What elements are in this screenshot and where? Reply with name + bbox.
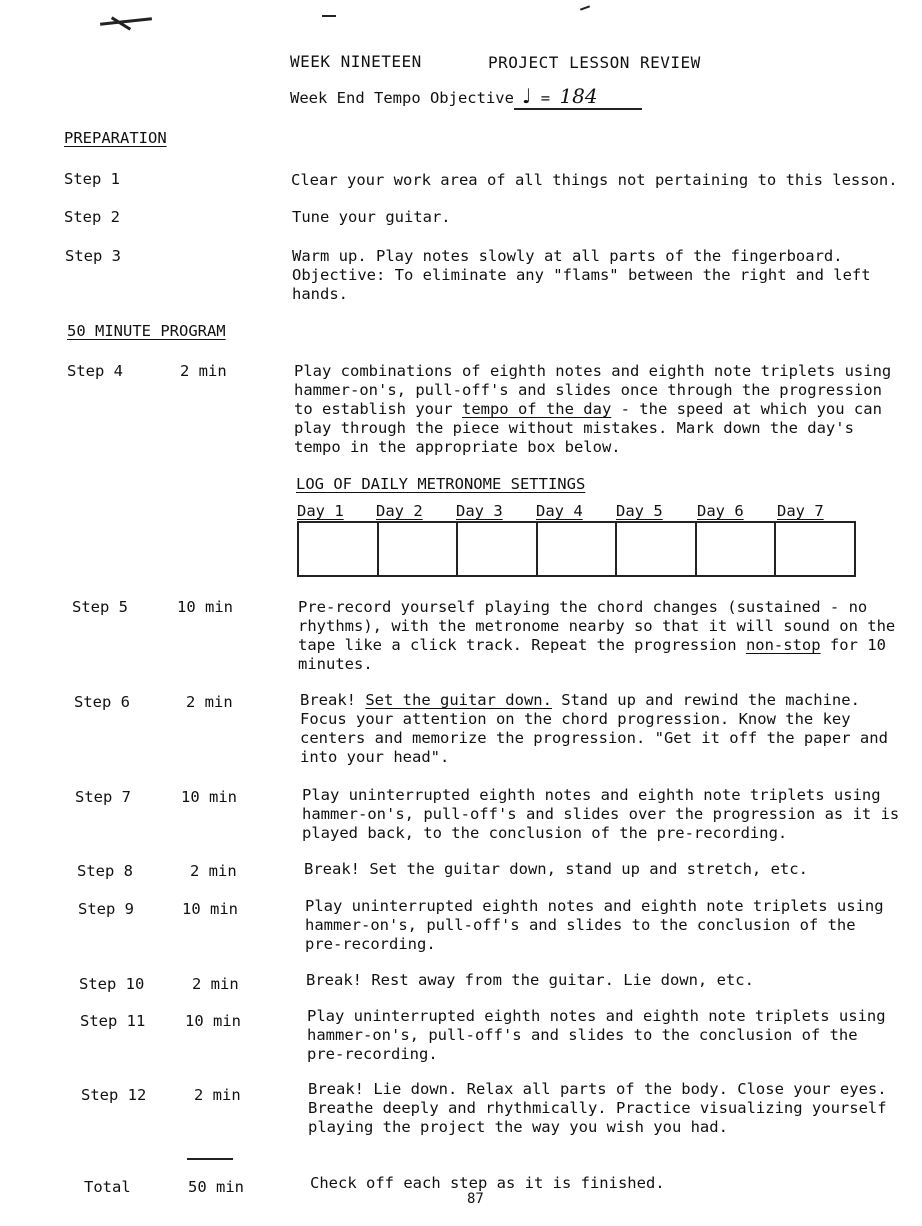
day-label: Day 5 (616, 502, 663, 520)
step-time: 2 min (190, 862, 237, 880)
day-1-box[interactable] (299, 523, 379, 575)
metronome-log-table (297, 521, 856, 577)
step-label: Step 11 (80, 1012, 146, 1030)
step-text: Play uninterrupted eighth notes and eighth note triplets using hammer-on's, pull-off's and slides to the conclusion of the pre-recording. (305, 897, 884, 953)
day-label: Day 4 (536, 502, 583, 520)
quarter-note-icon: ♩ (521, 84, 532, 108)
total-time: 50 min (188, 1178, 244, 1196)
tempo-of-the-day: tempo of the day (461, 400, 612, 418)
total-label: Total (84, 1178, 131, 1196)
step-text: Pre-record yourself playing the chord changes (sustained - no rhythms), with the metronome nearby so that it will sound on the tape like a click track. Repeat the progression non-stop for 10 minutes. (298, 598, 896, 673)
step-text: Clear your work area of all things not pertaining to this lesson. (291, 171, 898, 189)
total-rule (187, 1158, 233, 1160)
step-time: 10 min (182, 900, 238, 918)
step-label: Step 9 (78, 900, 134, 918)
tempo-label: Week End Tempo Objective (290, 89, 514, 107)
lesson-title: PROJECT LESSON REVIEW (488, 53, 701, 72)
step-label: Step 2 (64, 208, 120, 226)
step-text: Break! Set the guitar down, stand up and stretch, etc. (304, 860, 808, 878)
step-text: Warm up. Play notes slowly at all parts of the fingerboard. Objective: To eliminate any "flams" between the right and left hands. (292, 247, 871, 303)
day-label: Day 7 (777, 502, 824, 520)
step-label: Step 6 (74, 693, 130, 711)
day-4-box[interactable] (538, 523, 618, 575)
program-heading: 50 MINUTE PROGRAM (67, 322, 226, 340)
step-label: Step 5 (72, 598, 128, 616)
step-text: Play uninterrupted eighth notes and eighth note triplets using hammer-on's, pull-off's and slides over the progression as it is played back, to the conclusion of the pre-recording. (302, 786, 900, 842)
step-label: Step 4 (67, 362, 123, 380)
day-7-box[interactable] (776, 523, 854, 575)
step-time: 2 min (194, 1086, 241, 1104)
step-label: Step 12 (81, 1086, 147, 1104)
day-label: Day 3 (456, 502, 503, 520)
step-text: Play uninterrupted eighth notes and eighth note triplets using hammer-on's, pull-off's and slides to the conclusion of the pre-recording. (307, 1007, 886, 1063)
day-label: Day 1 (297, 502, 344, 520)
week-title: WEEK NINETEEN (290, 52, 422, 71)
non-stop: non-stop (745, 636, 821, 654)
step-label: Step 8 (77, 862, 133, 880)
page-number: 87 (467, 1191, 484, 1207)
day-2-box[interactable] (379, 523, 459, 575)
tempo-equals: = (540, 89, 551, 107)
step-label: Step 10 (79, 975, 145, 993)
day-label: Day 6 (697, 502, 744, 520)
scan-mark (580, 5, 590, 10)
step-text: Tune your guitar. (292, 208, 451, 226)
tempo-objective (290, 84, 642, 110)
day-6-box[interactable] (697, 523, 777, 575)
step-text: Break! Set the guitar down. Stand up and rewind the machine. Focus your attention on the chord progression. Know the key centers and memorize the progression. "Get it off the paper and into your head". (300, 691, 888, 766)
total-text: Check off each step as it is finished. (310, 1174, 665, 1192)
step-text: Break! Lie down. Relax all parts of the body. Close your eyes. Breathe deeply and rhythmically. Practice visualizing yourself playing the project the way you wish you had. (308, 1080, 887, 1136)
step-time: 2 min (180, 362, 227, 380)
log-heading: LOG OF DAILY METRONOME SETTINGS (296, 475, 586, 493)
scan-mark (322, 15, 336, 17)
step-text: Break! Rest away from the guitar. Lie down, etc. (306, 971, 754, 989)
step-label: Step 7 (75, 788, 131, 806)
step-time: 10 min (181, 788, 237, 806)
step-label: Step 1 (64, 170, 120, 188)
preparation-heading: PREPARATION (64, 129, 167, 147)
step-time: 2 min (192, 975, 239, 993)
tempo-value: 184 (559, 84, 598, 108)
step-time: 2 min (186, 693, 233, 711)
step-time: 10 min (177, 598, 233, 616)
day-5-box[interactable] (617, 523, 697, 575)
step-label: Step 3 (65, 247, 121, 265)
day-3-box[interactable] (458, 523, 538, 575)
set-guitar-down: Set the guitar down. (365, 691, 552, 709)
step-text: Play combinations of eighth notes and eighth note triplets using hammer-on's, pull-off's and slides once through the progression to establish your tempo of the day - the speed at which you can play through the piece without mistakes. Mark down the day's tempo in the appropriate box below. (294, 362, 892, 456)
step-time: 10 min (185, 1012, 241, 1030)
day-label: Day 2 (376, 502, 423, 520)
